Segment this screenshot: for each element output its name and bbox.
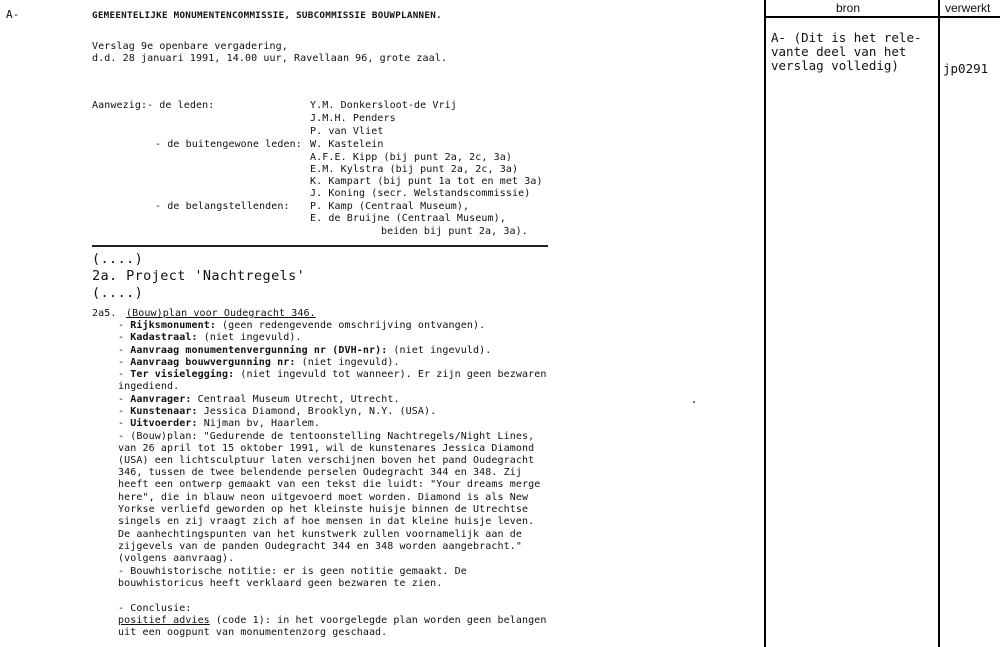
- ellipsis-bottom: (....): [92, 285, 144, 301]
- member-name: J.M.H. Penders: [310, 113, 396, 124]
- field-rijksmonument: - Rijksmonument: (geen redengevende omschrijving ontvangen).: [118, 320, 486, 331]
- field-aanvrager: - Aanvrager: Centraal Museum Utrecht, Utrecht.: [118, 394, 400, 405]
- member-name: J. Koning (secr. Welstandscommissie): [310, 188, 531, 199]
- bouwhistorische-notitie-cont: bouwhistoricus heeft verklaard geen bezwaren te zien.: [118, 578, 443, 589]
- member-name: P. Kamp (Centraal Museum),: [310, 201, 470, 212]
- ellipsis-top: (....): [92, 251, 144, 267]
- verwerkt-value: jp0291: [943, 61, 989, 76]
- field-bouwvergunning: - Aanvraag bouwvergunning nr: (niet ingevuld).: [118, 357, 400, 368]
- speck: [693, 401, 695, 403]
- member-name: W. Kastelein: [310, 139, 384, 150]
- plan-line: Yorkse verliefd geworden op het kleinste huisje binnen de Utrechtse: [118, 504, 529, 515]
- margin-marker: A-: [6, 8, 20, 21]
- column-border-left: [764, 0, 766, 647]
- column-border-mid: [938, 0, 940, 647]
- member-name: A.F.E. Kipp (bij punt 2a, 2c, 3a): [310, 152, 512, 163]
- bron-line: verslag volledig): [771, 58, 899, 73]
- bouwhistorische-notitie: - Bouwhistorische notitie: er is geen notitie gemaakt. De: [118, 566, 467, 577]
- role-belangstellenden: - de belangstellenden:: [155, 201, 290, 212]
- item-title: (Bouw)plan voor Oudegracht 346.: [126, 308, 316, 319]
- plan-line: 346, tussen de twee belendende perselen Oudegracht 344 en 348. Zij: [118, 467, 522, 478]
- header-bron: bron: [836, 1, 861, 15]
- section-title: 2a. Project 'Nachtregels': [92, 268, 306, 284]
- plan-line: van 26 april tot 15 oktober 1991, wil de kunstenares Jessica Diamond: [118, 443, 535, 454]
- field-kunstenaar: - Kunstenaar: Jessica Diamond, Brooklyn, N.Y. (USA).: [118, 406, 437, 417]
- conclusie-label: - Conclusie:: [118, 603, 192, 614]
- plan-first-line: - (Bouw)plan: "Gedurende de tentoonstelling Nachtregels/Night Lines,: [118, 431, 535, 442]
- member-name: E. de Bruijne (Centraal Museum),: [310, 213, 506, 224]
- member-name: E.M. Kylstra (bij punt 2a, 2c, 3a): [310, 164, 519, 175]
- document-header: GEMEENTELIJKE MONUMENTENCOMMISSIE, SUBCOMMISSIE BOUWPLANNEN.: [92, 10, 442, 21]
- header-verwerkt: verwerkt: [945, 1, 991, 15]
- role-buitengewone: - de buitengewone leden:: [155, 139, 302, 150]
- item-number: 2a5.: [92, 308, 117, 319]
- member-name: K. Kampart (bij punt 1a tot en met 3a): [310, 176, 543, 187]
- conclusie-last: uit een oogpunt van monumentenzorg geschaad.: [118, 627, 388, 638]
- divider: [92, 245, 548, 247]
- header-rule: [764, 16, 1000, 18]
- attendance-label: Aanwezig:: [92, 100, 148, 111]
- field-ter-visielegging: - Ter visielegging: (niet ingevuld tot wanneer). Er zijn geen bezwaren: [118, 369, 547, 380]
- member-name: Y.M. Donkersloot-de Vrij: [310, 100, 457, 111]
- plan-line: singels en zij vraagt zich af hoe mensen in dat kleine huisje leven.: [118, 516, 535, 527]
- plan-line: zijgevels van de panden Oudegracht 344 en 348 worden aangebracht.": [118, 541, 522, 552]
- plan-line: De aanhechtingspunten van het kunstwerk zullen voornamelijk aan de: [118, 529, 522, 540]
- bron-line: A- (Dit is het rele-: [771, 30, 922, 45]
- bron-line: vante deel van het: [771, 44, 907, 59]
- field-kadastraal: - Kadastraal: (niet ingevuld).: [118, 332, 302, 343]
- member-name: P. van Vliet: [310, 126, 384, 137]
- member-name: beiden bij punt 2a, 3a).: [381, 226, 528, 237]
- field-ingediend: ingediend.: [118, 381, 180, 392]
- field-monumentenvergunning: - Aanvraag monumentenvergunning nr (DVH-nr): (niet ingevuld).: [118, 345, 492, 356]
- meeting-line-2: d.d. 28 januari 1991, 14.00 uur, Ravellaan 96, grote zaal.: [92, 53, 447, 64]
- role-leden: - de leden:: [147, 100, 215, 111]
- plan-line: here", die in blauw neon uitgevoerd moet worden. Diamond is als New: [118, 492, 529, 503]
- plan-line: (USA) een lichtsculptuur laten verschijnen boven het pand Oudegracht: [118, 455, 535, 466]
- conclusie-advies: positief advies (code 1): in het voorgelegde plan worden geen belangen: [118, 615, 547, 626]
- plan-line: heeft een ontwerp gemaakt van een tekst die luidt: "Your dreams merge: [118, 479, 541, 490]
- meeting-line-1: Verslag 9e openbare vergadering,: [92, 41, 288, 52]
- plan-line: (volgens aanvraag).: [118, 553, 235, 564]
- field-uitvoerder: - Uitvoerder: Nijman bv, Haarlem.: [118, 418, 320, 429]
